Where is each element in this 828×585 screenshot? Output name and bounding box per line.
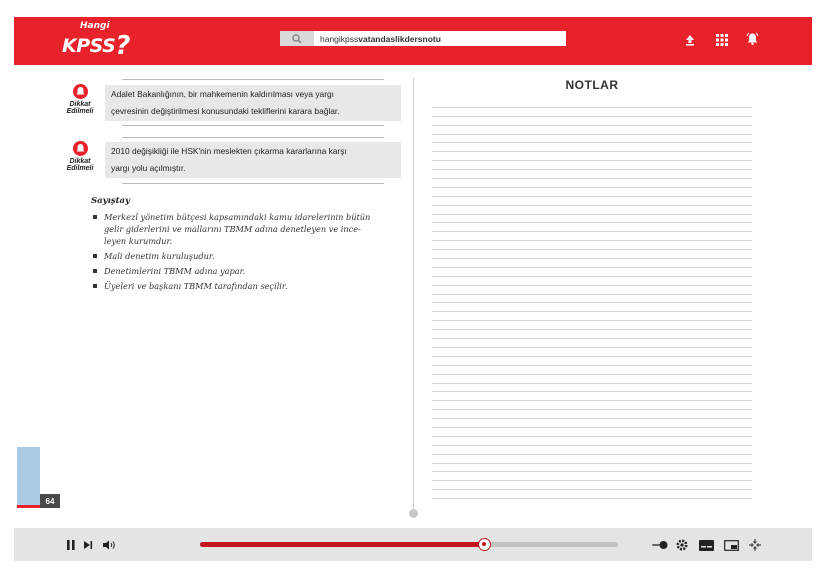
- list-item: Merkezî yönetim bütçesi kapsamındaki kamu idarelerinin bütün gelir giderlerini ve mallarını TBMM adına denetleyen ve ince- leyen kurumdur.: [92, 211, 412, 247]
- divider: [122, 79, 384, 80]
- volume-icon[interactable]: [103, 538, 116, 551]
- alarm-icon: [73, 84, 88, 99]
- sayistay-list: [92, 211, 412, 295]
- list-item: Üyeleri ve başkanı TBMM tarafından seçilir.: [92, 280, 412, 292]
- list-item: Denetimlerini TBMM adına yapar.: [92, 265, 412, 277]
- notes-line: [432, 321, 752, 330]
- notification-icon[interactable]: [746, 32, 760, 46]
- warning-label-line2: Edilmeli: [66, 108, 94, 115]
- divider: [122, 125, 384, 126]
- notes-line: [432, 419, 752, 428]
- notes-line: [432, 99, 752, 108]
- warning-badge: [62, 84, 98, 115]
- search-bar[interactable]: [280, 31, 566, 46]
- notes-line: [432, 250, 752, 259]
- fullscreen-icon[interactable]: [749, 538, 761, 551]
- notes-line: [432, 410, 752, 419]
- search-input[interactable]: hangikpssvatandaslikdersnotu: [320, 33, 441, 44]
- next-icon[interactable]: [84, 538, 93, 551]
- notes-line: [432, 197, 752, 206]
- notes-line: [432, 161, 752, 170]
- search-icon[interactable]: [280, 31, 314, 46]
- progress-fill: [200, 542, 484, 547]
- notes-line: [432, 303, 752, 312]
- notes-line: [432, 188, 752, 197]
- notes-line: [432, 295, 752, 304]
- page-divider: [413, 78, 414, 513]
- notes-line: [432, 437, 752, 446]
- warning-label-line1: Dikkat: [69, 158, 91, 165]
- warning-label-line2: Edilmeli: [66, 165, 94, 172]
- notes-area[interactable]: [432, 99, 752, 499]
- logo-big-text: KPSS?: [62, 31, 130, 61]
- warning-note: [105, 85, 401, 121]
- notes-line: [432, 464, 752, 473]
- notes-line: [432, 401, 752, 410]
- notes-line: [432, 490, 752, 499]
- page-marker-accent: [17, 505, 40, 508]
- notes-line: [432, 126, 752, 135]
- notes-line: [432, 277, 752, 286]
- notes-line: [432, 232, 752, 241]
- notes-line: [432, 428, 752, 437]
- warning-badge: [62, 141, 98, 172]
- notes-line: [432, 339, 752, 348]
- notes-line: [432, 384, 752, 393]
- page-number: 64: [40, 494, 60, 508]
- app-header: [14, 17, 812, 65]
- microphone-icon[interactable]: [544, 31, 558, 45]
- notes-line: [432, 375, 752, 384]
- subtitles-icon[interactable]: [699, 538, 714, 551]
- notes-line: [432, 108, 752, 117]
- upload-icon[interactable]: [684, 33, 698, 47]
- notes-line: [432, 446, 752, 455]
- notes-line: [432, 206, 752, 215]
- notes-line: [432, 215, 752, 224]
- section-title: Sayıştay: [91, 196, 130, 206]
- page-divider-handle[interactable]: [409, 509, 418, 518]
- notes-line: [432, 312, 752, 321]
- progress-thumb[interactable]: [478, 538, 491, 551]
- notes-line: [432, 392, 752, 401]
- divider: [122, 137, 384, 138]
- autoplay-toggle-icon[interactable]: [652, 538, 668, 551]
- warning-label-line1: Dikkat: [69, 101, 91, 108]
- notes-line: [432, 135, 752, 144]
- notes-line: [432, 241, 752, 250]
- settings-icon[interactable]: [676, 538, 688, 551]
- logo-small-text: Hangi: [80, 21, 110, 31]
- list-item: Mali denetim kuruluşudur.: [92, 250, 412, 262]
- notes-line: [432, 330, 752, 339]
- notes-line: [432, 481, 752, 490]
- notes-line: [432, 366, 752, 375]
- notes-line: [432, 357, 752, 366]
- notes-line: [432, 348, 752, 357]
- page-marker: [17, 447, 40, 505]
- pause-icon[interactable]: [67, 538, 75, 551]
- warning-note: [105, 142, 401, 178]
- warning-text-line2: yargı yolu açılmıştır.: [111, 163, 186, 173]
- warning-text-line1: 2010 değişikliği ile HSK'nin meslekten çıkarma kararlarına karşı: [111, 146, 347, 156]
- miniplayer-icon[interactable]: [724, 538, 739, 551]
- notes-line: [432, 152, 752, 161]
- notes-line: [432, 170, 752, 179]
- divider: [122, 183, 384, 184]
- notes-line: [432, 143, 752, 152]
- media-player-bar: [14, 528, 812, 561]
- notes-line: [432, 179, 752, 188]
- grid-icon[interactable]: [716, 33, 730, 47]
- notes-title: NOTLAR: [565, 78, 619, 92]
- progress-bar[interactable]: [200, 542, 618, 547]
- warning-text-line1: Adalet Bakanlığının, bir mahkemenin kaldırılması veya yargı: [111, 89, 334, 99]
- notes-line: [432, 268, 752, 277]
- notes-line: [432, 455, 752, 464]
- notes-line: [432, 472, 752, 481]
- notes-line: [432, 117, 752, 126]
- notes-line: [432, 259, 752, 268]
- notes-line: [432, 286, 752, 295]
- alarm-icon: [73, 141, 88, 156]
- notes-line: [432, 223, 752, 232]
- warning-text-line2: çevresinin değiştirilmesi konusundaki tekliflerini karara bağlar.: [111, 106, 340, 116]
